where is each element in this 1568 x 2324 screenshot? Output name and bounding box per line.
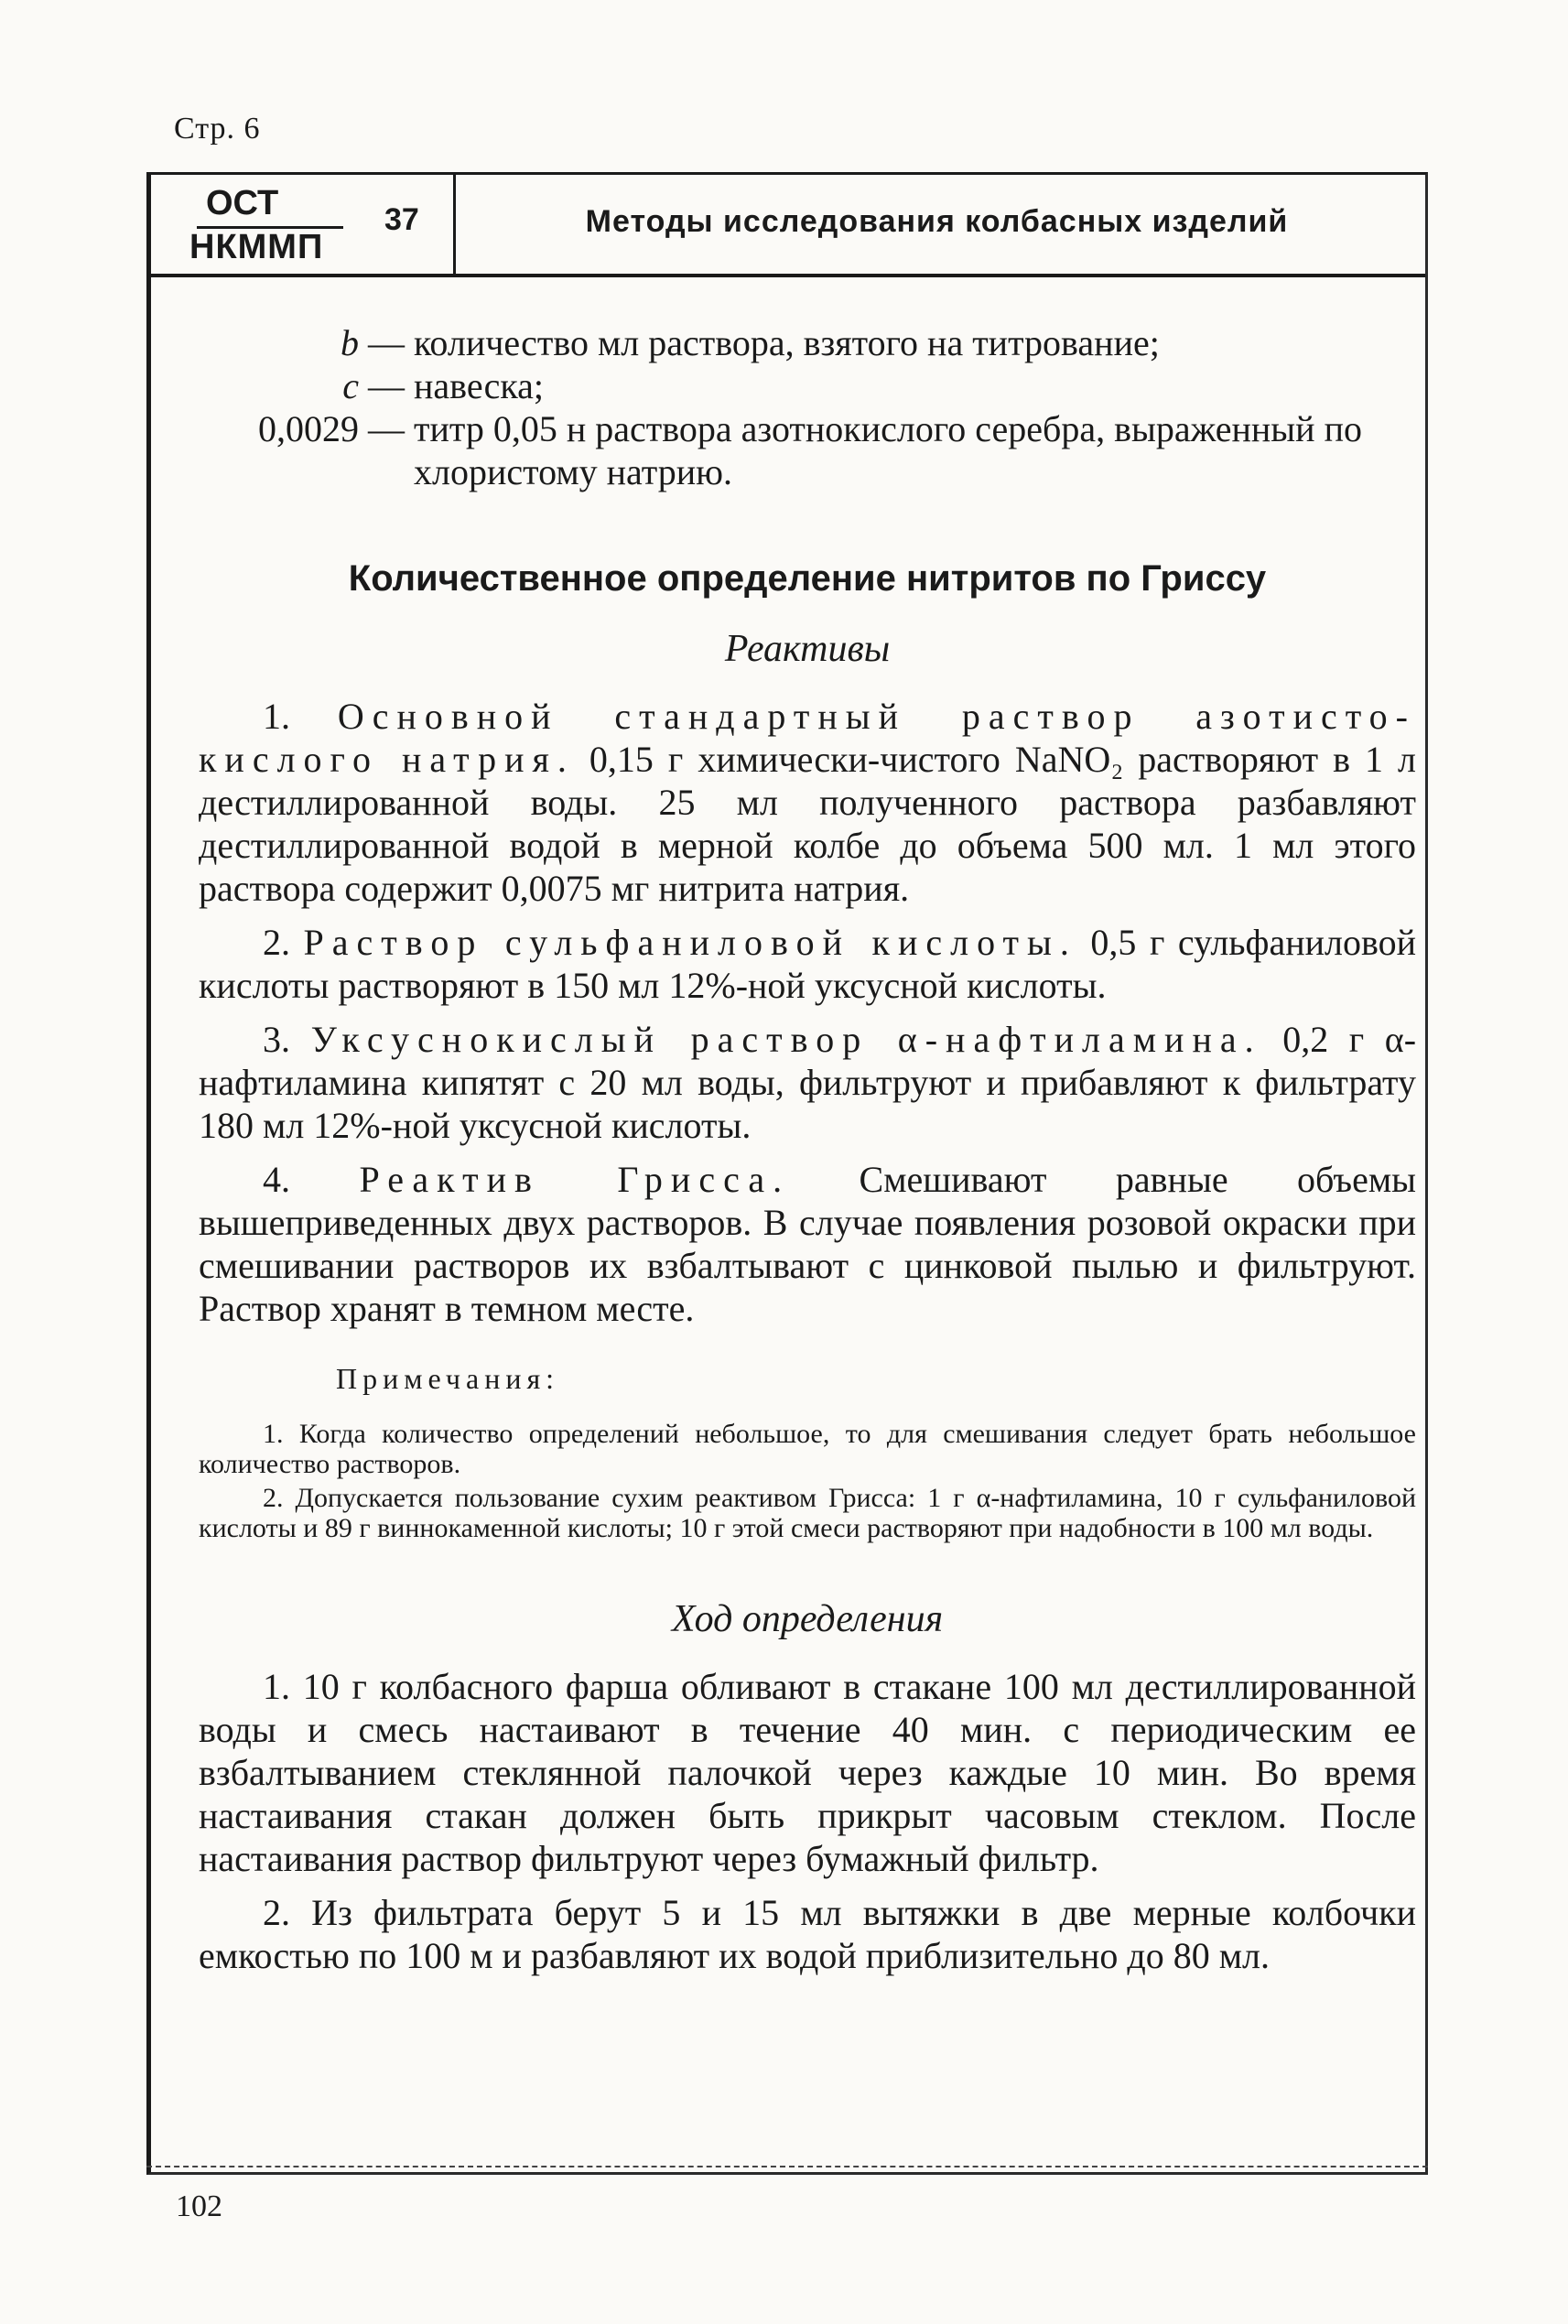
standard-code-top: ОСТ	[206, 184, 279, 222]
page-frame	[146, 172, 1428, 2175]
legend-text: навеска;	[414, 365, 545, 406]
item-number: 2.	[263, 922, 290, 963]
item-number: 1.	[263, 696, 290, 737]
item-text: 0,15 г химически-чистого NaNO₂ растворяют в 1 л дестиллированной воды. 25 мл полученного раствора разбавляют дестиллированной водой в мерной колбе до объема 500 мл. 1 мл этого раствора содержит 0,0075 мг нитрита натрия.	[199, 739, 1416, 909]
legend-symbol: c	[342, 365, 359, 406]
standard-code-bottom: НКММП	[189, 228, 324, 266]
legend-row	[199, 364, 1416, 407]
legend-dash: —	[368, 365, 405, 406]
document-body	[199, 321, 1416, 1988]
item-number: 3.	[263, 1019, 290, 1060]
legend-text: количество мл раствора, взятого на титрование;	[414, 322, 1160, 363]
item-number: 4.	[263, 1159, 290, 1200]
reagent-item	[199, 921, 1416, 1007]
reagent-item	[199, 1018, 1416, 1147]
standard-number: 37	[384, 202, 419, 237]
header-title: Методы исследования колбасных изделий	[585, 204, 1289, 239]
legend-text: титр 0,05 н раствора азотнокислого серебра, выраженный по хлористому натрию.	[414, 408, 1362, 492]
note-item: 2. Допускается пользование сухим реактивом Грисса: 1 г α-нафтиламина, 10 г сульфаниловой кислоты и 89 г виннокаменной кислоты; 10 г этой смеси растворяют при надобности в 100 мл воды.	[199, 1483, 1416, 1543]
procedure-step: 2. Из фильтрата берут 5 и 15 мл вытяжки в две мерные колбочки емкостью по 100 м и разбавляют их водой приблизительно до 80 мл.	[199, 1892, 1416, 1976]
legend-dash: —	[368, 322, 405, 363]
note-item: 1. Когда количество определений небольшое, то для смешивания следует брать небольшое количество растворов.	[199, 1419, 1416, 1479]
legend-symbol: 0,0029	[258, 408, 359, 449]
item-text: Смешивают равные объемы вышеприведенных двух растворов. В случае появления розовой окраски при смешивании растворов их взбалтывают с цинковой пылью и фильтруют. Раствор хранят в темном месте.	[199, 1159, 1417, 1329]
item-name: Раствор сульфаниловой кислоты.	[303, 922, 1077, 963]
reagent-item	[199, 1158, 1416, 1330]
legend-symbol: b	[341, 322, 359, 363]
item-name: Уксуснокислый раствор α-нафтиламина.	[310, 1019, 1262, 1060]
reagents-title: Реактивы	[724, 628, 891, 670]
item-name: Реактив Грисса.	[359, 1159, 791, 1200]
procedure-title: Ход определения	[671, 1598, 944, 1640]
standard-code	[178, 184, 453, 266]
document-header	[151, 175, 1425, 277]
item-text: 0,5 г сульфаниловой кислоты растворяют в 150 мл 12%-ной уксусной кислоты.	[199, 922, 1417, 1006]
item-text: 0,2 г α-нафтиламина кипятят с 20 мл воды, фильтруют и прибавляют к фильтрату 180 мл 12%-ной уксусной кислоты.	[199, 1019, 1417, 1146]
page-number: 102	[176, 2189, 222, 2223]
legend-row	[199, 407, 1416, 493]
legend-dash: —	[368, 408, 405, 449]
bottom-rule	[146, 2166, 1428, 2167]
notes-title: Примечания:	[336, 1362, 560, 1395]
page-label: Стр. 6	[174, 112, 261, 146]
procedure-step: 1. 10 г колбасного фарша обливают в стакане 100 мл дестиллированной воды и смесь настаивают в течение 40 мин. с периодическим ее взбалтыванием стеклянной палочкой через каждые 10 мин. Во время настаивания стакан должен быть прикрыт часовым стеклом. После настаивания раствор фильтруют через бумажный фильтр.	[199, 1666, 1416, 1879]
item-name: Основной стандартный раствор азотисто-кислого натрия.	[199, 696, 1416, 780]
reagent-item	[199, 695, 1416, 910]
legend-row	[199, 321, 1416, 364]
header-divider	[453, 175, 456, 274]
section-title: Количественное определение нитритов по Гриссу	[348, 558, 1267, 599]
